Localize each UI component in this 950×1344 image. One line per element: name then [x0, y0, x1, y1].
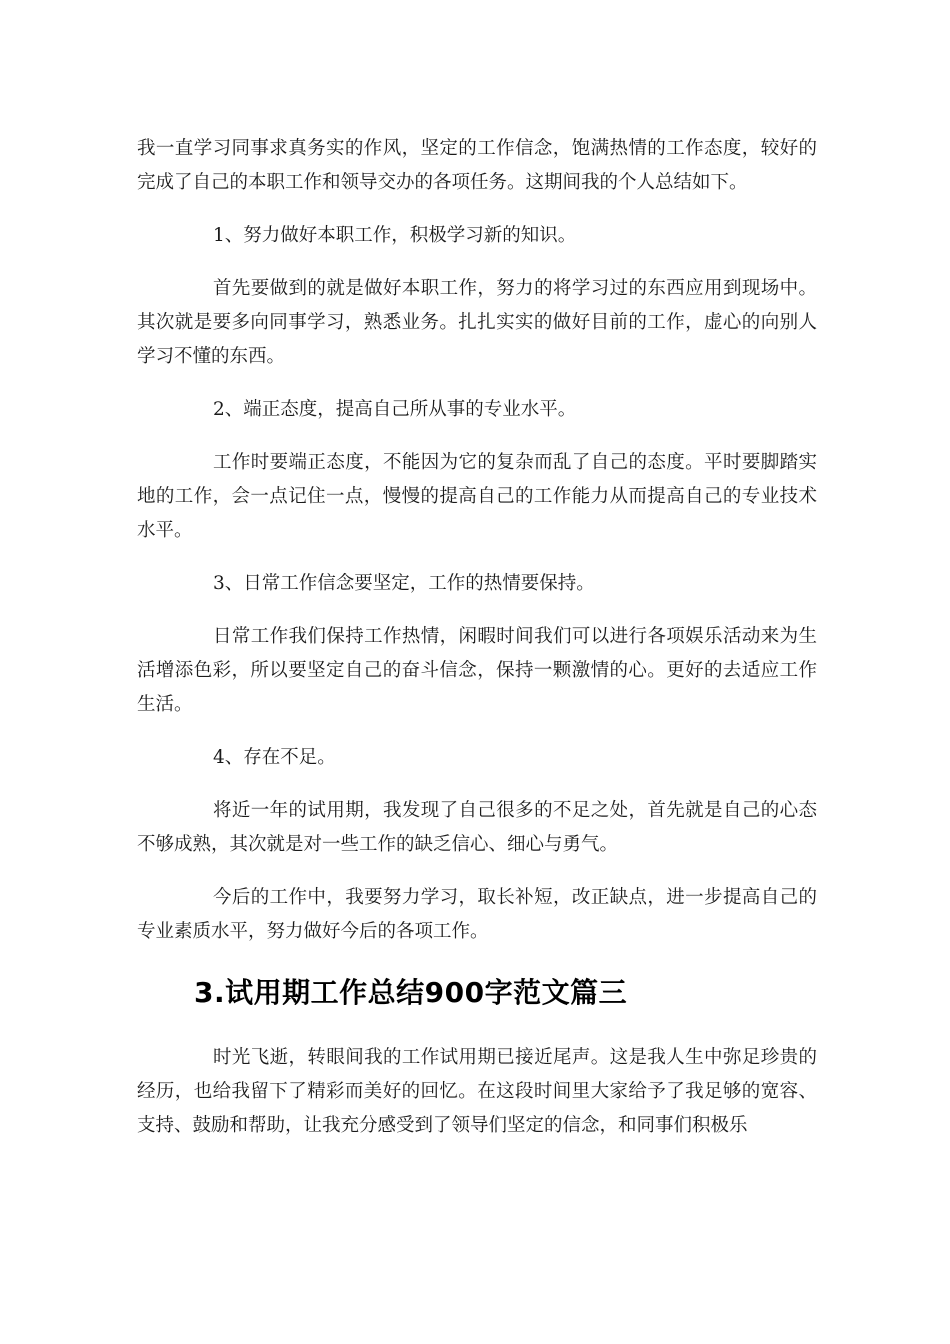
- document-body: [137, 132, 817, 1143]
- paragraph-2: 工作时要端正态度，不能因为它的复杂而乱了自己的态度。平时要脚踏实地的工作，会一点记住一点，慢慢的提高自己的工作能力从而提高自己的专业技术水平。: [137, 452, 817, 541]
- paragraph-6: 时光飞逝，转眼间我的工作试用期已接近尾声。这是我人生中弥足珍贵的经历，也给我留下了精彩而美好的回忆。在这段时间里大家给予了我足够的宽容、支持、鼓励和帮助，让我充分感受到了领导们坚定的信念，和同事们积极乐: [137, 1047, 817, 1136]
- paragraph-3: 日常工作我们保持工作热情，闲暇时间我们可以进行各项娱乐活动来为生活增添色彩，所以要坚定自己的奋斗信念，保持一颗激情的心。更好的去适应工作生活。: [137, 626, 817, 715]
- paragraph-1: 首先要做到的就是做好本职工作，努力的将学习过的东西应用到现场中。其次就是要多向同事学习，熟悉业务。扎扎实实的做好目前的工作，虚心的向别人学习不懂的东西。: [137, 278, 817, 367]
- paragraph-intro: 我一直学习同事求真务实的作风，坚定的工作信念，饱满热情的工作态度，较好的完成了自己的本职工作和领导交办的各项任务。这期间我的个人总结如下。: [137, 138, 817, 193]
- list-item-heading-2: 2、端正态度，提高自己所从事的专业水平。: [213, 399, 577, 420]
- list-item-heading-4: 4、存在不足。: [213, 747, 336, 768]
- list-item-heading-3: 3、日常工作信念要坚定，工作的热情要保持。: [213, 573, 595, 594]
- paragraph-4: 将近一年的试用期，我发现了自己很多的不足之处，首先就是自己的心态不够成熟，其次就是对一些工作的缺乏信心、细心与勇气。: [137, 800, 817, 855]
- list-item-heading-1: 1、努力做好本职工作，积极学习新的知识。: [213, 225, 577, 246]
- paragraph-5: 今后的工作中，我要努力学习，取长补短，改正缺点，进一步提高自己的专业素质水平，努力做好今后的各项工作。: [137, 887, 817, 942]
- section-heading: 3.试用期工作总结900字范文篇三: [194, 976, 628, 1009]
